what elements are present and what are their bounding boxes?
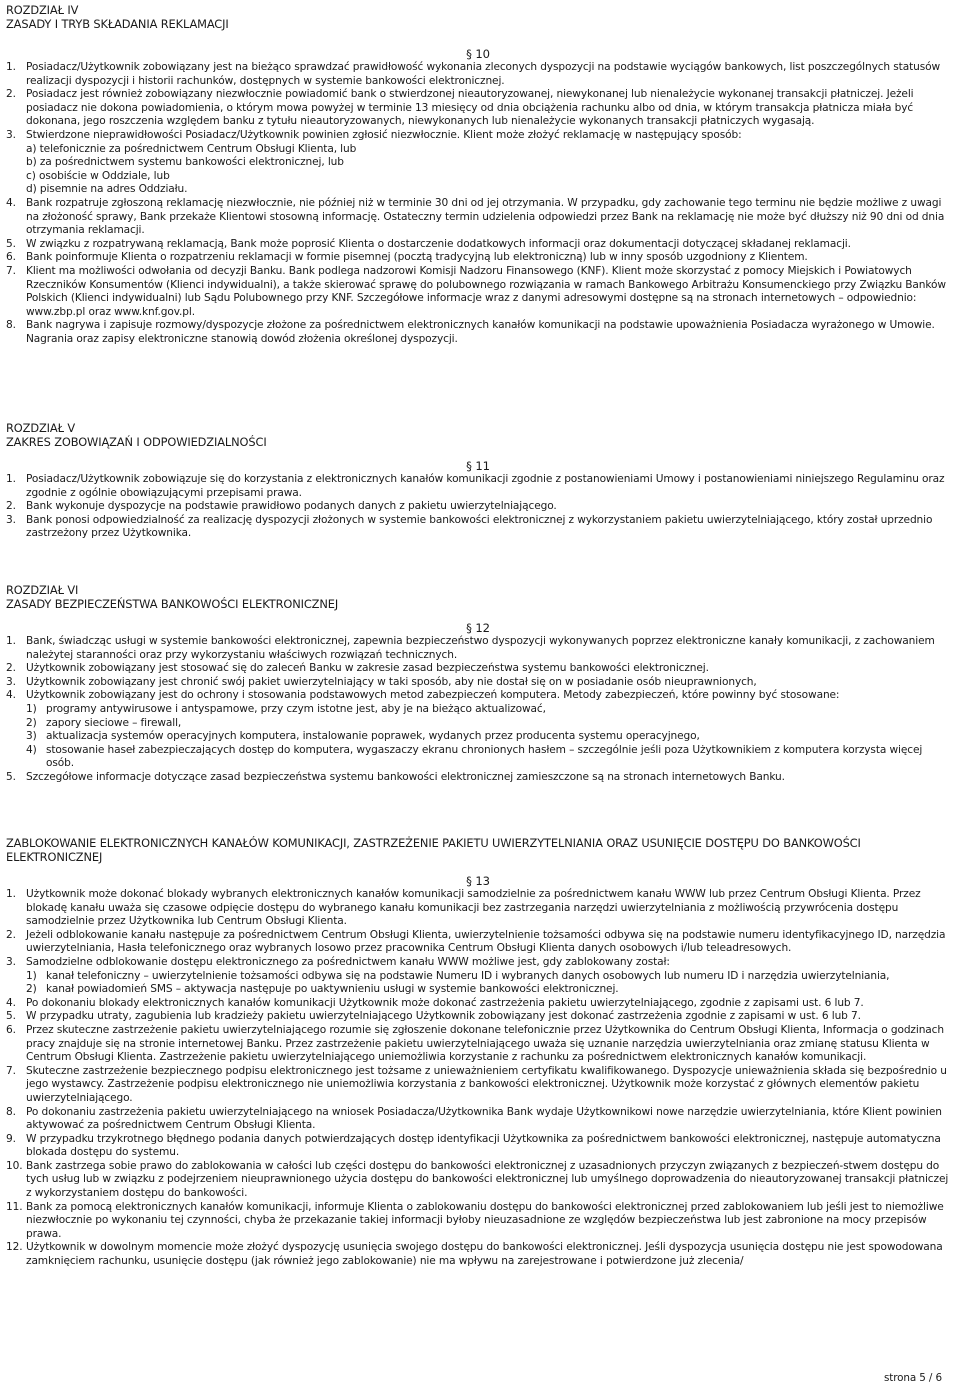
item-text [26, 888, 950, 929]
item-body: Jeżeli odblokowanie kanału następuje za pośrednictwem Centrum Obsługi Klienta, uwierzytelnienie tożsamości odbywa się na podstawie numeru identyfikacyjnego ID, narzędzia uwierzytelniania, Hasła telefonicznego oraz wybranych losowo przez pracownika Centrum Obsługi Klienta danych osobowych i/lub teleadresowych. [26, 928, 946, 955]
item-number: 3. [6, 128, 16, 141]
item-body: W przypadku trzykrotnego błędnego podania danych potwierdzających dostęp identyfikacji Użytkownika za pośrednictwem bankowości elektronicznej, następuje automatyczna blokada dostępu do systemu. [26, 1132, 941, 1159]
item-body: Użytkownik w dowolnym momencie może złożyć dyspozycję usunięcia swojego dostępu do bankowości elektronicznej. Jeśli dyspozycja usunięcia dostępu nie jest spowodowana zamknięciem rachunku, usunięcie dostępu (jak również jego zablokowanie) nie ma wpływu na zarejestrowane i potwierdzone już zlecenia/ [26, 1241, 943, 1268]
item-number: 2. [6, 662, 16, 675]
list-item [6, 265, 950, 319]
list-item [6, 662, 950, 676]
item-body: Bank, świadcząc usługi w systemie bankowości elektronicznej, zapewnia bezpieczeństwo dyspozycji wykonywanych poprzez elektroniczne kanały komunikacji, z zachowaniem należytej staranności oraz przy wykorzystaniu właściwych rozwiązań technicznych. [26, 635, 935, 661]
item-number: 1. [6, 635, 16, 647]
section-title: ZABLOKOWANIE ELEKTRONICZNYCH KANAŁÓW KOMUNIKACJI, ZASTRZEŻENIE PAKIETU UWIERZYTELNIANIA ORAZ USUNIĘCIE DOSTĘPU DO BANKOWOŚCI ELEKTRONICZNEJ [6, 836, 861, 864]
item-number: 6. [6, 1023, 16, 1036]
chapter-number: ROZDZIAŁ IV [6, 3, 79, 17]
sub-line: b) za pośrednictwem systemu bankowości elektronicznej, lub [26, 156, 344, 169]
list-item [6, 956, 950, 997]
page-number: strona 5 / 6 [883, 1372, 942, 1384]
item-text [26, 265, 950, 319]
item-number: 8. [6, 319, 16, 332]
sub-item [26, 744, 950, 771]
item-number: 8. [6, 1105, 16, 1118]
paragraph-number: 11 [475, 459, 490, 473]
list-item [6, 251, 950, 265]
list-item [6, 929, 950, 956]
list-item [6, 238, 950, 252]
item-body: Po dokonaniu zastrzeżenia pakietu uwierzytelniającego na wniosek Posiadacza/Użytkownika Bank wydaje Użytkownikowi nowe narzędzie uwierzytelniania, które Klient powinien aktywować za pośrednictwem Centrum Obsługi Klienta. [26, 1105, 942, 1132]
list-item [6, 514, 950, 541]
item-text [26, 514, 950, 541]
item-number: 1. [6, 61, 16, 73]
item-text [26, 1133, 950, 1160]
list-item [6, 1133, 950, 1160]
sub-item-number: 2) [26, 716, 37, 729]
item-text [26, 1241, 950, 1268]
sub-item-text: stosowanie haseł zabezpieczających dostęp do komputera, wygaszaczy ekranu chronionych hasłem – szczególnie jeśli poza Użytkownikiem z komputera korzysta więcej osób. [46, 743, 923, 770]
item-body: Posiadacz jest również zobowiązany niezwłocznie powiadomić bank o stwierdzonej nieautoryzowanej, niewykonanej lub nienależycie wykonanej transakcji płatniczej. Jeżeli posiadacz nie dokona powiadomienia, o którym mowa powyżej w terminie 13 miesięcy od dnia obciążenia rachunku albo od dnia, w którym transakcja płatnicza miała być dokonana, jego roszczenia względem banku z tytułu nieautoryzowanych, niewykonanych lub nienależycie wykonanych transakcji płatniczych wygasają. [26, 88, 914, 128]
item-text [26, 1106, 950, 1133]
item-number: 6. [6, 251, 16, 264]
item-body: Użytkownik zobowiązany jest do ochrony i stosowania podstawowych metod zabezpieczeń komputera. Metody zabezpieczeń, które powinny być stosowane: [26, 689, 840, 702]
item-text [26, 500, 950, 514]
paragraph-sign: § 10 [466, 47, 490, 61]
item-number: 7. [6, 1064, 16, 1077]
sub-item [26, 970, 950, 984]
item-number: 3. [6, 513, 16, 526]
item-number: 1. [6, 473, 16, 485]
sub-item [26, 703, 950, 717]
chapter-4-items [6, 61, 950, 346]
item-number: 2. [6, 500, 16, 513]
item-number: 12. [6, 1241, 23, 1254]
list-item [6, 888, 950, 929]
chapter-6 [6, 583, 950, 785]
item-text [26, 1024, 950, 1065]
item-body: Użytkownik zobowiązany jest stosować się do zaleceń Banku w zakresie zasad bezpieczeństwa systemu bankowości elektronicznej. [26, 662, 709, 675]
item-number: 3. [6, 675, 16, 688]
sub-item [26, 730, 950, 744]
list-item [6, 1024, 950, 1065]
list-item [6, 500, 950, 514]
blocking-items [6, 888, 950, 1269]
item-number: 9. [6, 1132, 16, 1145]
item-text [26, 61, 950, 88]
list-item [6, 197, 950, 238]
item-text [26, 997, 950, 1011]
item-text [26, 238, 950, 252]
item-body: Użytkownik może dokonać blokady wybranych elektronicznych kanałów komunikacji samodzielnie za pośrednictwem kanału WWW lub przez Centrum Obsługi Klienta. Przez blokadę kanału uważa się czasowe odpięcie dostępu do wybranego kanału komunikacji bez zastrzegania narzędzi uwierzytelniania z możliwością przywrócenia dostępu samodzielnie przez Użytkownika lub Centrum Obsługi Klienta. [26, 888, 921, 928]
chapter-number: ROZDZIAŁ VI [6, 583, 79, 597]
item-text [26, 689, 950, 771]
list-item [6, 635, 950, 662]
item-body: Posiadacz/Użytkownik zobowiązuje się do korzystania z elektronicznych kanałów komunikacji zgodnie z postanowieniami Umowy i postanowieniami niniejszego Regulaminu oraz zgodnie z ogólnie obowiązującymi przepisami prawa. [26, 473, 945, 499]
list-item [6, 1065, 950, 1106]
sub-line: d) pisemnie na adres Oddziału. [26, 183, 188, 196]
blocking-section [6, 836, 950, 1269]
item-text [26, 956, 950, 997]
list-item [6, 1201, 950, 1242]
item-text [26, 676, 950, 690]
item-text [26, 662, 950, 676]
item-text [26, 251, 950, 265]
sub-item-number: 3) [26, 730, 37, 743]
item-text [26, 197, 950, 238]
item-body: Po dokonaniu blokady elektronicznych kanałów komunikacji Użytkownik może dokonać zastrzeżenia pakietu uwierzytelniającego, zgodnie z zapisami ust. 6 lub 7. [26, 996, 864, 1009]
chapter-title: ZAKRES ZOBOWIĄZAŃ I ODPOWIEDZIALNOŚCI [6, 435, 267, 449]
item-body: Bank poinformuje Klienta o rozpatrzeniu reklamacji w formie pisemnej (pocztą tradycyjną lub elektroniczną) lub w inny sposób uzgodniony z Klientem. [26, 251, 808, 264]
paragraph-number: 12 [475, 621, 490, 635]
list-item [6, 319, 950, 346]
list-item [6, 689, 950, 771]
list-item [6, 771, 950, 785]
sub-item [26, 983, 950, 997]
item-body: Bank zastrzega sobie prawo do zablokowania w całości lub części dostępu do bankowości elektronicznej z uzasadnionych przyczyn związanych z bezpieczeń-stwem dostępu do tych usług lub w związku z podejrzeniem nieuprawnionego użycia dostępu do bankowości elektronicznej lub umyślnego doprowadzenia do nieautoryzowanej transakcji płatniczej z wykorzystaniem dostępu do bankowości. [26, 1159, 949, 1200]
item-number: 7. [6, 264, 16, 277]
item-number: 2. [6, 88, 16, 101]
item-text [26, 1201, 950, 1242]
item-body: Skuteczne zastrzeżenie bezpiecznego podpisu elektronicznego jest tożsame z unieważnieniem certyfikatu kwalifikowanego. Dyspozycje unieważnienia składa się bezpośrednio u jego wystawcy. Zastrzeżenie podpisu elektronicznego nie uniemożliwia korzystania z bankowości elektronicznej. Użytkownik może korzystać z głównych elementów pakietu uwierzytelniającego. [26, 1064, 947, 1104]
item-body: Stwierdzone nieprawidłowości Posiadacz/Użytkownik powinien zgłosić niezwłocznie. Klient może złożyć reklamację w następujący sposób: [26, 128, 742, 141]
item-text [26, 1160, 950, 1201]
item-number: 3. [6, 955, 16, 968]
list-item [6, 61, 950, 88]
item-text [26, 129, 950, 197]
item-number: 10. [6, 1159, 23, 1172]
item-body: Bank ponosi odpowiedzialność za realizację dyspozycji złożonych w systemie bankowości elektronicznej z wykorzystaniem pakietu uwierzytelniającego, który został uprzednio zastrzeżony przez Użytkownika. [26, 513, 933, 540]
paragraph-sign: § 12 [466, 621, 490, 635]
item-number: 1. [6, 888, 16, 900]
sub-item-text: aktualizacja systemów operacyjnych komputera, instalowanie poprawek, wydanych przez producenta systemu operacyjnego, [46, 730, 700, 743]
sub-item-number: 1) [26, 969, 37, 982]
chapter-title: ZASADY BEZPIECZEŃSTWA BANKOWOŚCI ELEKTRONICZNEJ [6, 597, 339, 611]
paragraph-sign: § 11 [466, 459, 490, 473]
sub-item-text: kanał powiadomień SMS – aktywacja następuje po uaktywnieniu usługi w systemie bankowości elektronicznej. [46, 983, 619, 996]
item-body: Klient ma możliwości odwołania od decyzji Banku. Bank podlega nadzorowi Komisji Nadzoru Finansowego (KNF). Klient może skorzystać z pomocy Miejskich i Powiatowych Rzeczników Konsumentów (Klienci indywidualni), a także skierować sprawę do polubownego rozwiązania w ramach Bankowego Arbitrażu Konsumenckiego przy Związku Banków Polskich (Klienci indywidualni) lub Sądu Polubownego przy KNF. Szczegółowe informacje wraz z danymi adresowymi dostępne są na stronach internetowych – odpowiednio: www.zbp.pl oraz www.knf.gov.pl. [26, 264, 946, 318]
item-body: Przez skuteczne zastrzeżenie pakietu uwierzytelniającego rozumie się zgłoszenie dokonane telefonicznie przez Użytkownika do Centrum Obsługi Klienta, Informacja o godzinach pracy znajduje się na stronie internetowej Banku. Przez zastrzeżenie pakietu uwierzytelniającego uważa się uznanie narzędzia uwierzytelniania oraz zmianę statusu Klienta w Centrum Obsługi Klienta. Zastrzeżenie pakietu uwierzytelniającego uniemożliwia korzystanie z rachunku za pośrednictwem elektronicznych kanałów komunikacji. [26, 1023, 944, 1064]
item-number: 5. [6, 770, 16, 783]
sub-line: c) osobiście w Oddziale, lub [26, 169, 170, 182]
item-text [26, 635, 950, 662]
item-text [26, 88, 950, 129]
chapter-5-items [6, 473, 950, 541]
paragraph-number: 10 [475, 47, 490, 61]
item-body: Szczegółowe informacje dotyczące zasad bezpieczeństwa systemu bankowości elektronicznej zamieszczone są na stronach internetowych Banku. [26, 770, 785, 783]
item-body: W przypadku utraty, zagubienia lub kradzieży pakietu uwierzytelniającego Użytkownik zobowiązany jest dokonać zastrzeżenia zgodnie z zapisami w ust. 6 lub 7. [26, 1010, 861, 1023]
item-text [26, 473, 950, 500]
item-body: Użytkownik zobowiązany jest chronić swój pakiet uwierzytelniający w taki sposób, aby nie dostał się on w posiadanie osób nieuprawnionych, [26, 675, 757, 688]
item-text [26, 1010, 950, 1024]
paragraph-number: 13 [475, 874, 490, 888]
list-item [6, 1010, 950, 1024]
list-item [6, 473, 950, 500]
item-body: Samodzielne odblokowanie dostępu elektronicznego za pośrednictwem kanału WWW możliwe jest, gdy zablokowany został: [26, 955, 670, 968]
chapter-title: ZASADY I TRYB SKŁADANIA REKLAMACJI [6, 17, 229, 31]
item-body: Posiadacz/Użytkownik zobowiązany jest na bieżąco sprawdzać prawidłowość wykonania zleconych dyspozycji na podstawie wyciągów bankowych, list poszczególnych statusów realizacji dyspozycji i historii rachunków, dostępnych w systemie bankowości elektronicznej. [26, 61, 941, 87]
item-text [26, 929, 950, 956]
item-body: Bank nagrywa i zapisuje rozmowy/dyspozycje złożone za pośrednictwem elektronicznych kanałów komunikacji na podstawie upoważnienia Posiadacza wyrażonego w Umowie. Nagrania oraz zapisy elektroniczne stanowią dowód złożenia określonej dyspozycji. [26, 319, 935, 345]
chapter-5 [6, 421, 950, 541]
chapter-6-items [6, 635, 950, 785]
list-item [6, 1106, 950, 1133]
sub-item-number: 4) [26, 743, 37, 756]
item-body: Bank za pomocą elektronicznych kanałów komunikacji, informuje Klienta o zablokowaniu dostępu do bankowości elektronicznej przed zablokowaniem lub jeśli jest to niemożliwe niezwłocznie po wykonaniu tej czynności, chyba że przekazanie takiej informacji byłoby nieuzasadnione ze względów bezpieczeństwa lub jest zabronione na mocy przepisów prawa. [26, 1200, 944, 1240]
sub-item-text: zapory sieciowe – firewall, [46, 716, 182, 729]
item-number: 2. [6, 928, 16, 941]
item-body: Bank wykonuje dyspozycje na podstawie prawidłowo podanych danych z pakietu uwierzytelniającego. [26, 500, 557, 513]
list-item [6, 1241, 950, 1268]
sub-item-number: 1) [26, 702, 37, 715]
sub-item-text: programy antywirusowe i antyspamowe, przy czym istotne jest, aby je na bieżąco aktualizować, [46, 702, 546, 715]
item-number: 4. [6, 996, 16, 1009]
item-number: 11. [6, 1200, 23, 1213]
item-body: Bank rozpatruje zgłoszoną reklamację niezwłocznie, nie później niż w terminie 30 dni od jej otrzymania. W przypadku, gdy zachowanie tego terminu nie będzie możliwe z uwagi na złożoność sprawy, Bank przekaże Klientowi stosowną informację. Ostateczny termin udzielenia odpowiedzi przez Bank na reklamację nie może być dłuższy niż 90 dni od dnia otrzymania reklamacji. [26, 196, 945, 237]
list-item [6, 129, 950, 197]
item-body: W związku z rozpatrywaną reklamacją, Bank może poprosić Klienta o dostarczenie dodatkowych informacji oraz dokumentacji dotyczącej składanej reklamacji. [26, 237, 851, 250]
sub-line: a) telefonicznie za pośrednictwem Centrum Obsługi Klienta, lub [26, 142, 357, 155]
item-text [26, 771, 950, 785]
list-item [6, 997, 950, 1011]
list-item [6, 676, 950, 690]
item-number: 5. [6, 1010, 16, 1023]
chapter-number: ROZDZIAŁ V [6, 421, 76, 435]
item-number: 4. [6, 196, 16, 209]
item-number: 5. [6, 237, 16, 250]
paragraph-sign: § 13 [466, 874, 490, 888]
sub-item-text: kanał telefoniczny – uwierzytelnienie tożsamości odbywa się na podstawie Numeru ID i wybranych danych osobowych lub numeru ID i narzędzia uwierzytelniania, [46, 969, 890, 982]
item-text [26, 319, 950, 346]
item-number: 4. [6, 689, 16, 702]
list-item [6, 1160, 950, 1201]
sub-item [26, 717, 950, 731]
sub-item-number: 2) [26, 983, 37, 996]
chapter-4 [6, 1, 950, 346]
list-item [6, 88, 950, 129]
item-text [26, 1065, 950, 1106]
